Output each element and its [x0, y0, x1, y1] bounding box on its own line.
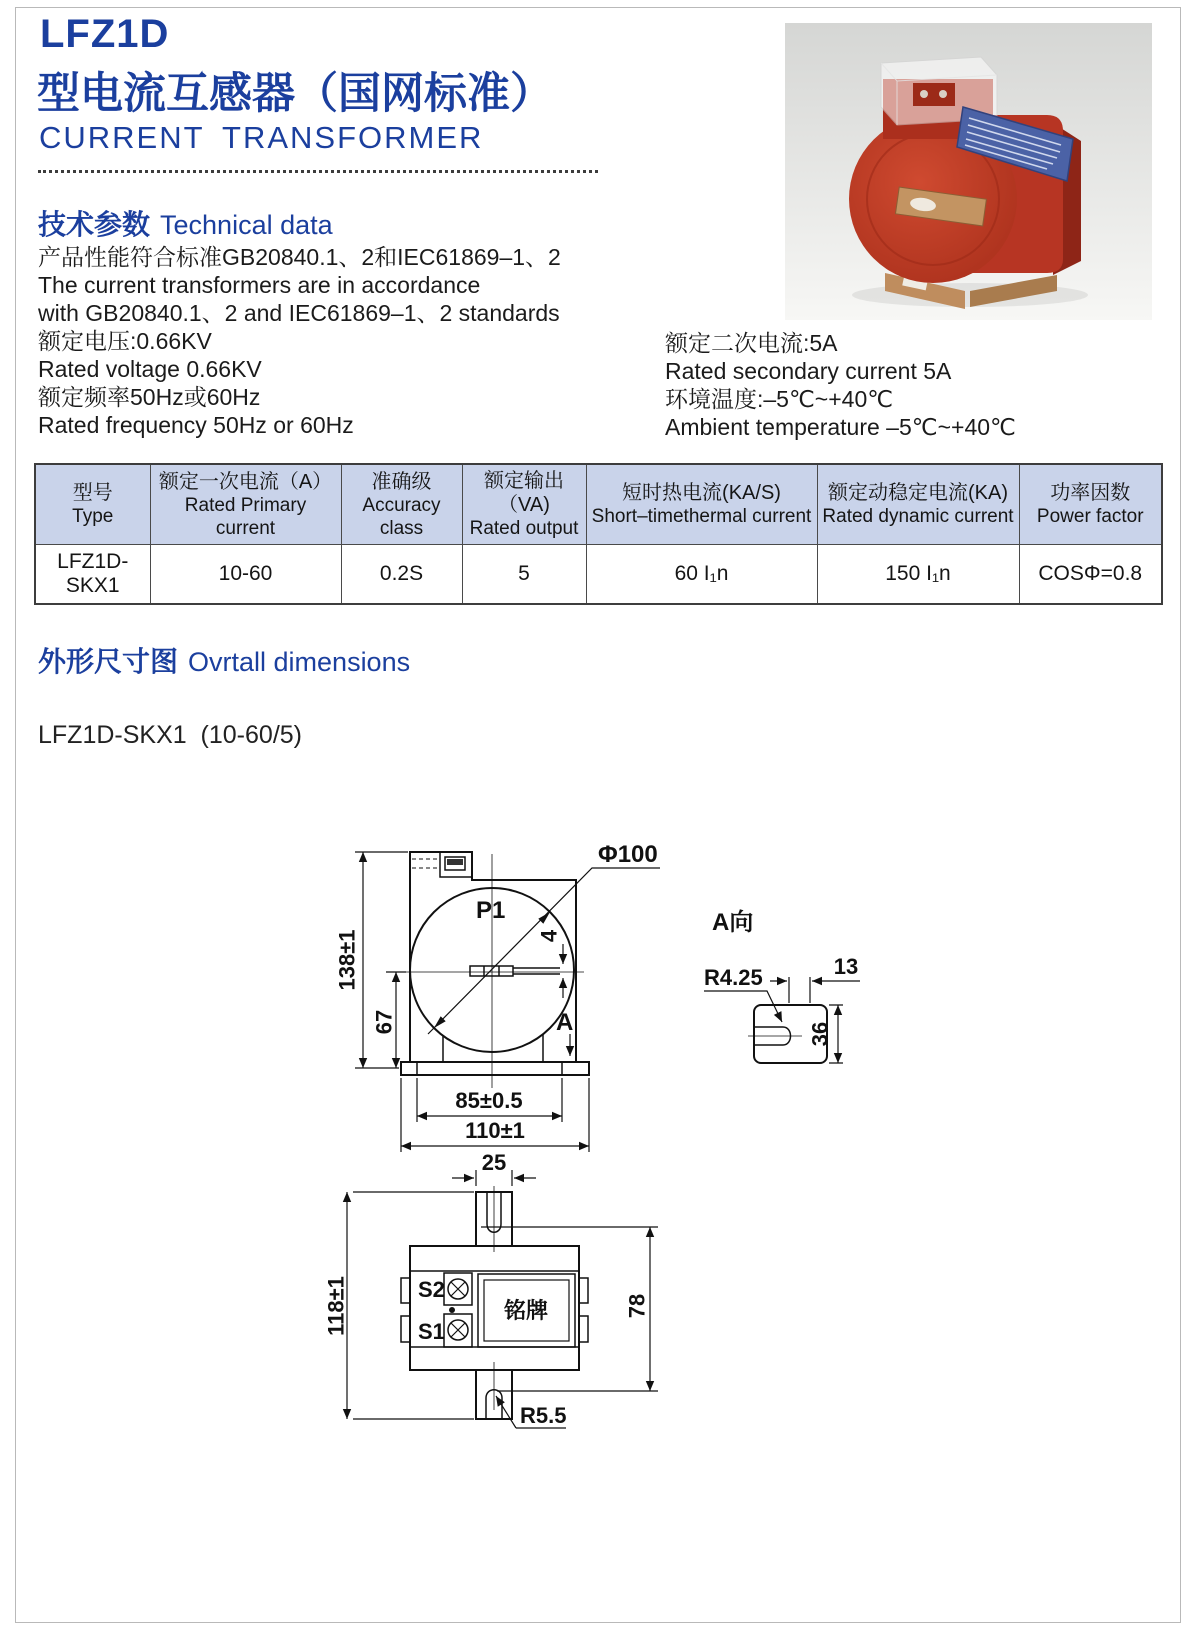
dim-25-label: 25: [481, 1150, 507, 1175]
s2-label: S2: [418, 1277, 445, 1302]
dimension-drawing: [0, 780, 1200, 1480]
tech-specs-right: [665, 329, 1016, 441]
dimensions-heading: [38, 640, 410, 680]
spec-line: Rated secondary current 5A: [665, 358, 952, 384]
spec-line: Ambient temperature –5℃~+40℃: [665, 414, 1016, 440]
dim-4-label: 4: [536, 929, 562, 943]
primary-bar-slot: [470, 966, 513, 976]
p1-terminal-label: P1: [476, 897, 506, 924]
table-col-header: 额定动稳定电流(KA) Rated dynamic current: [817, 464, 1019, 545]
dimensions-heading-zh: 外形尺寸图: [38, 646, 179, 677]
s1-label: S1: [418, 1319, 445, 1344]
dim-67-label: 67: [371, 1009, 397, 1035]
dim-13-label: 13: [833, 954, 859, 979]
table-cell: 5: [462, 545, 586, 605]
table-cell: 60 I₁n: [586, 545, 817, 605]
dim-118-label: 118±1: [323, 1276, 349, 1336]
dotted-divider: [38, 162, 598, 173]
bottom-view: [324, 1150, 659, 1428]
spec-line: Rated voltage 0.66KV: [38, 356, 262, 382]
spec-table: [34, 463, 1163, 605]
spec-line: with GB20840.1、2 and IEC61869–1、2 standards: [38, 300, 560, 326]
dim-r425-label: R4.25: [704, 965, 763, 990]
dim-78-label: 78: [624, 1293, 650, 1319]
table-cell: COSΦ=0.8: [1019, 545, 1162, 605]
side-view-a: [704, 909, 860, 1063]
tech-data-heading: [38, 203, 333, 243]
table-cell: 150 I₁n: [817, 545, 1019, 605]
table-col-header: 准确级 Accuracy class: [341, 464, 462, 545]
nameplate-label: 铭牌: [503, 1298, 549, 1323]
spec-line: 额定频率50Hz或60Hz: [38, 384, 261, 410]
dim-36-label: 36: [807, 1021, 833, 1047]
table-col-header: 额定一次电流（A） Rated Primary current: [150, 464, 341, 545]
product-photo: [785, 23, 1152, 320]
spec-line: 额定电压:0.66KV: [38, 328, 212, 354]
table-col-header: 功率因数 Power factor: [1019, 464, 1162, 545]
tech-heading-en: Technical data: [160, 210, 333, 240]
spec-line: Rated frequency 50Hz or 60Hz: [38, 412, 354, 438]
dim-110-label: 110±1: [465, 1118, 525, 1143]
dim-phi100-label: Φ100: [598, 841, 658, 868]
spec-line: 产品性能符合标准GB20840.1、2和IEC61869–1、2: [38, 244, 561, 270]
spec-line: 环境温度:–5℃~+40℃: [665, 386, 894, 412]
table-cell: LFZ1D-SKX1: [35, 545, 150, 605]
table-cell: 0.2S: [341, 545, 462, 605]
table-cell: 10-60: [150, 545, 341, 605]
side-view-title: A向: [712, 909, 754, 936]
tech-heading-zh: 技术参数: [38, 209, 151, 240]
table-row: [35, 545, 1162, 605]
spec-line: 额定二次电流:5A: [665, 330, 838, 356]
table-col-header: 型号 Type: [35, 464, 150, 545]
subtitle-en: CURRENT TRANSFORMER: [39, 120, 484, 155]
dim-138-label: 138±1: [334, 929, 360, 991]
front-view: [335, 841, 661, 1152]
subtitle-zh: 型电流互感器（国网标准）: [37, 70, 553, 118]
dim-85-label: 85±0.5: [455, 1088, 523, 1113]
table-header-row: [35, 464, 1162, 545]
model-label: LFZ1D-SKX1 (10-60/5): [38, 721, 302, 749]
dim-r55-label: R5.5: [520, 1403, 567, 1428]
spec-line: The current transformers are in accordance: [38, 272, 481, 298]
view-a-arrow-label: A: [556, 1009, 574, 1036]
table-col-header: 短时热电流(KA/S) Short–timethermal current: [586, 464, 817, 545]
page-title: LFZ1D: [40, 12, 170, 56]
tech-specs-left: [38, 243, 561, 439]
table-col-header: 额定输出（VA) Rated output: [462, 464, 586, 545]
dimensions-heading-en: Ovrtall dimensions: [188, 647, 411, 677]
